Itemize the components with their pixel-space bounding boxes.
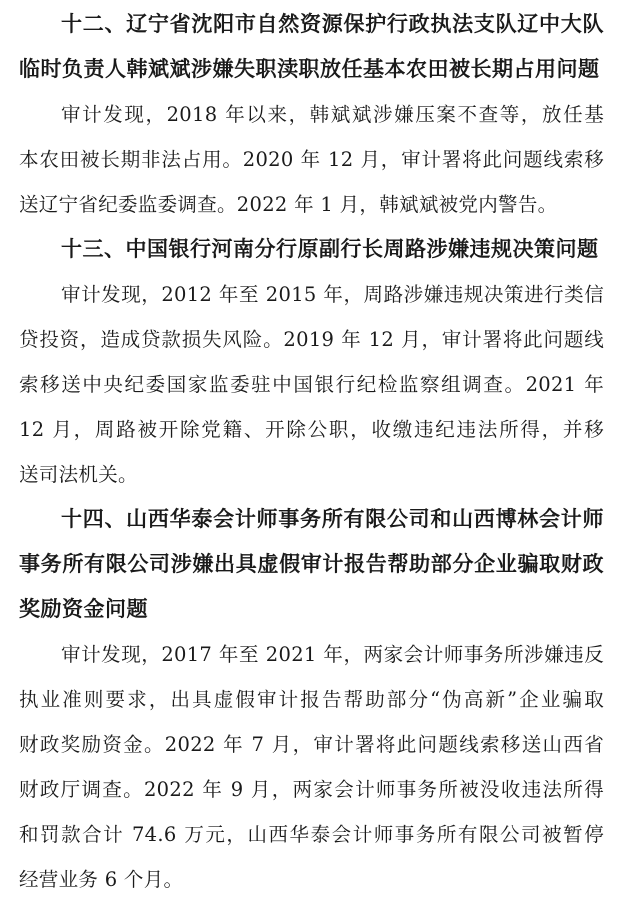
body-line: 审计发现，2017 年至 2021 年，两家会计师事务所涉嫌违反 xyxy=(61,643,604,666)
section-12-body xyxy=(19,92,604,227)
body-line: 财政厅调查。2022 年 9 月，两家会计师事务所被没收违法所得 xyxy=(19,778,604,801)
section-14-heading xyxy=(19,497,604,632)
section-12-heading xyxy=(19,2,604,92)
heading-line: 奖励资金问题 xyxy=(19,597,148,621)
body-line: 12 月，周路被开除党籍、开除公职，收缴违纪违法所得，并移 xyxy=(19,418,604,441)
heading-line: 十四、山西华泰会计师事务所有限公司和山西博林会计师 xyxy=(61,507,604,531)
heading-line: 十二、辽宁省沈阳市自然资源保护行政执法支队辽中大队 xyxy=(61,12,604,36)
section-13-body xyxy=(19,272,604,497)
body-line: 送司法机关。 xyxy=(19,463,138,486)
body-line: 本农田被长期非法占用。2020 年 12 月，审计署将此问题线索移 xyxy=(19,148,604,171)
body-line: 执业准则要求，出具虚假审计报告帮助部分“伪高新”企业骗取 xyxy=(19,688,604,711)
heading-line: 事务所有限公司涉嫌出具虚假审计报告帮助部分企业骗取财政 xyxy=(19,552,604,576)
section-13-heading xyxy=(19,227,604,272)
section-13 xyxy=(19,227,604,497)
body-line: 审计发现，2012 年至 2015 年，周路涉嫌违规决策进行类信 xyxy=(61,283,604,306)
body-line: 和罚款合计 74.6 万元，山西华泰会计师事务所有限公司被暂停 xyxy=(19,823,604,846)
body-line: 送辽宁省纪委监委调查。2022 年 1 月，韩斌斌被党内警告。 xyxy=(19,193,558,216)
section-12 xyxy=(19,2,604,227)
body-line: 财政奖励资金。2022 年 7 月，审计署将此问题线索移送山西省 xyxy=(19,733,604,756)
body-line: 审计发现，2018 年以来，韩斌斌涉嫌压案不查等，放任基 xyxy=(61,103,604,126)
body-line: 索移送中央纪委国家监委驻中国银行纪检监察组调查。2021 年 xyxy=(19,373,604,396)
heading-line: 十三、中国银行河南分行原副行长周路涉嫌违规决策问题 xyxy=(61,237,599,261)
section-14 xyxy=(19,497,604,902)
section-14-body xyxy=(19,632,604,902)
body-line: 贷投资，造成贷款损失风险。2019 年 12 月，审计署将此问题线 xyxy=(19,328,604,351)
heading-line: 临时负责人韩斌斌涉嫌失职渎职放任基本农田被长期占用问题 xyxy=(19,57,600,81)
body-line: 经营业务 6 个月。 xyxy=(19,868,184,891)
